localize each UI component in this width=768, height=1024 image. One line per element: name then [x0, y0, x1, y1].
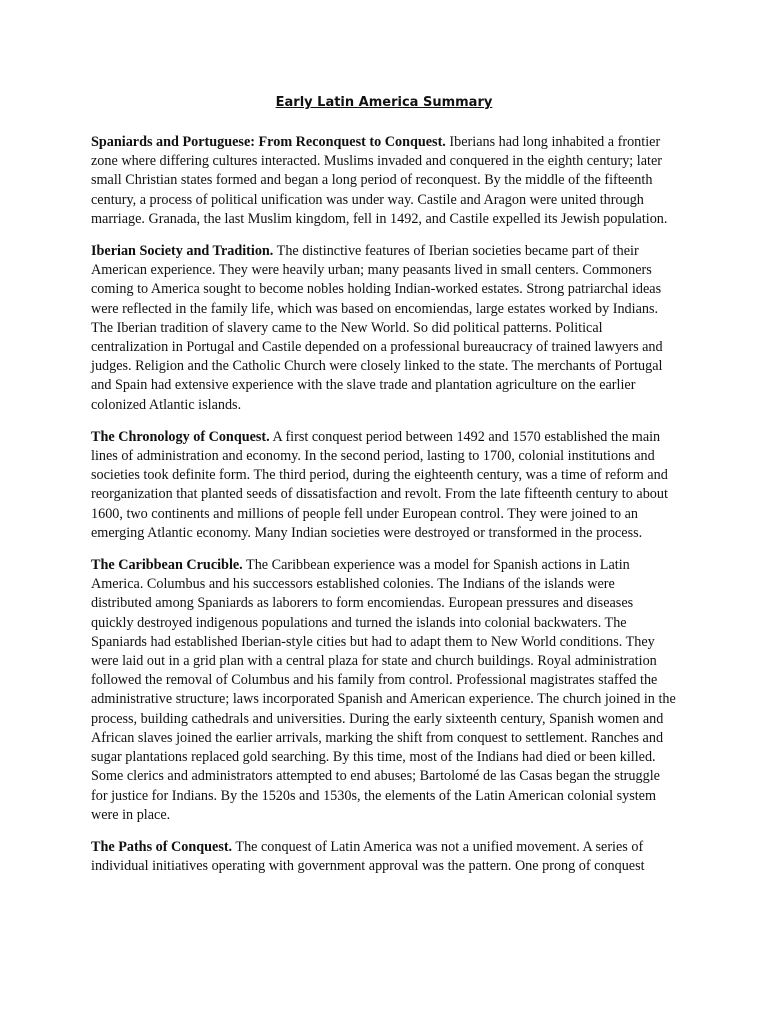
paragraph-iberian-society — [91, 242, 677, 415]
paragraph-text: Iberians had long inhabited a frontier zone where differing cultures interacted. Muslims invaded and conquered in the eighth century; later small Christian states formed and began a long period of reconquest. By the middle of the fifteenth century, a process of political unification was under way. Castile and Aragon were united through marriage. Granada, the last Muslim kingdom, fell in 1492, and Castile expelled its Jewish population. — [91, 134, 668, 227]
paragraph-heading: The Caribbean Crucible. — [91, 557, 243, 574]
paragraph-chronology — [91, 428, 677, 543]
paragraph-heading: The Paths of Conquest. — [91, 838, 233, 855]
paragraph-text: The distinctive features of Iberian societies became part of their American experience. They were heavily urban; many peasants lived in small centers. Commoners coming to America sought to become nobles holding Indian-worked estates. Strong patriarchal ideas were reflected in the family life, which was based on encomiendas, large estates worked by Indians. The Iberian tradition of slavery came to the New World. So did political patterns. Political centralization in Portugal and Castile depended on a professional bureaucracy of trained lawyers and judges. Religion and the Catholic Church were closely linked to the state. The merchants of Portugal and Spain had extensive experience with the slave trade and plantation agriculture on the earlier colonized Atlantic islands. — [91, 243, 663, 413]
paragraph-caribbean — [91, 556, 677, 825]
document-body — [91, 133, 677, 889]
paragraph-text: A first conquest period between 1492 and 1570 established the main lines of administration and economy. In the second period, lasting to 1700, colonial institutions and societies took definite form. The third period, during the eighteenth century, was a time of reform and reorganization that planted seeds of dissatisfaction and revolt. From the late fifteenth century to about 1600, two continents and millions of people fell under European control. They were joined to an emerging Atlantic economy. Many Indian societies were destroyed or transformed in the process. — [91, 428, 668, 541]
paragraph-heading: The Chronology of Conquest. — [91, 428, 270, 445]
paragraph-text: The Caribbean experience was a model for Spanish actions in Latin America. Columbus and his successors established colonies. The Indians of the islands were distributed among Spaniards as laborers to form encomiendas. European pressures and diseases quickly destroyed indigenous populations and turned the islands into colonial backwaters. The Spaniards had established Iberian-style cities but had to adapt them to New World conditions. They were laid out in a grid plan with a central plaza for state and church buildings. Royal administration followed the removal of Columbus and his family from control. Professional magistrates staffed the administrative structure; laws incorporated Spanish and American experience. The church joined in the process, building cathedrals and universities. During the early sixteenth century, Spanish women and African slaves joined the earlier arrivals, marking the shift from conquest to settlement. Ranches and sugar plantations replaced gold searching. By this time, most of the Indians had died or been killed. Some clerics and administrators attempted to end abuses; Bartolomé de las Casas began the struggle for justice for Indians. By the 1520s and 1530s, the elements of the Latin American colonial system were in place. — [91, 557, 676, 823]
paragraph-paths-of-conquest — [91, 838, 677, 876]
paragraph-heading: Iberian Society and Tradition. — [91, 243, 274, 260]
paragraph-reconquest — [91, 133, 677, 229]
paragraph-text: The conquest of Latin America was not a unified movement. A series of individual initiatives operating with government approval was the pattern. One prong of conquest — [91, 838, 645, 875]
document-title: Early Latin America Summary — [275, 95, 493, 110]
paragraph-heading: Spaniards and Portuguese: From Reconquest to Conquest. — [91, 134, 446, 150]
